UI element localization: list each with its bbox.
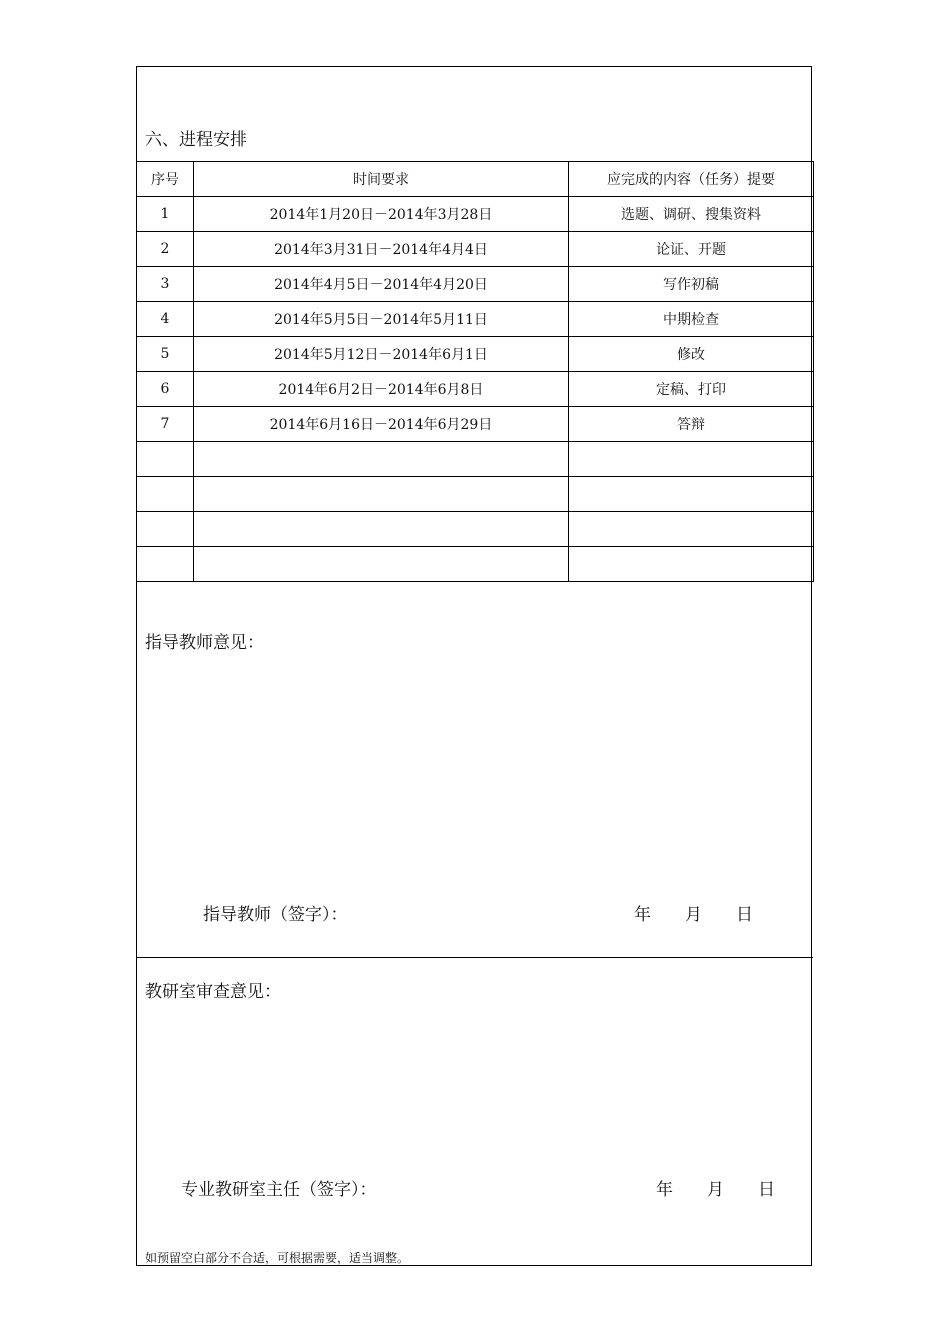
row-number: 4: [137, 302, 194, 337]
row-number: 5: [137, 337, 194, 372]
header-number: 序号: [137, 162, 194, 197]
row-number: 1: [137, 197, 194, 232]
row-number: 7: [137, 407, 194, 442]
table-row: [137, 197, 814, 232]
row-time: 2014年6月16日－2014年6月29日: [194, 407, 569, 442]
row-number[interactable]: [137, 442, 194, 477]
table-row: [137, 302, 814, 337]
advisor-opinion-label: 指导教师意见：: [145, 633, 264, 653]
department-date-year: 年: [656, 1180, 673, 1200]
advisor-date-day: 日: [736, 905, 753, 925]
row-number: 2: [137, 232, 194, 267]
row-task: 修改: [569, 337, 814, 372]
section-title: 六、进程安排: [145, 130, 247, 150]
section-divider: [136, 957, 813, 958]
row-task: 论证、开题: [569, 232, 814, 267]
table-row-empty: [137, 442, 814, 477]
row-task[interactable]: [569, 442, 814, 477]
department-date-day: 日: [758, 1180, 775, 1200]
row-number[interactable]: [137, 547, 194, 582]
row-time: 2014年4月5日－2014年4月20日: [194, 267, 569, 302]
row-task: 答辩: [569, 407, 814, 442]
department-signature-label: 专业教研室主任（签字）：: [181, 1180, 377, 1200]
header-time: 时间要求: [194, 162, 569, 197]
department-opinion-label: 教研室审查意见：: [145, 982, 281, 1002]
row-time[interactable]: [194, 547, 569, 582]
header-task: 应完成的内容（任务）提要: [569, 162, 814, 197]
row-time: 2014年3月31日－2014年4月4日: [194, 232, 569, 267]
table-row: [137, 337, 814, 372]
row-number: 6: [137, 372, 194, 407]
department-date-month: 月: [707, 1180, 724, 1200]
row-time[interactable]: [194, 442, 569, 477]
advisor-date-month: 月: [685, 905, 702, 925]
row-task: 写作初稿: [569, 267, 814, 302]
table-row: [137, 267, 814, 302]
advisor-signature-label: 指导教师（签字）：: [203, 905, 348, 925]
row-number[interactable]: [137, 512, 194, 547]
row-time: 2014年6月2日－2014年6月8日: [194, 372, 569, 407]
row-task: 选题、调研、搜集资料: [569, 197, 814, 232]
row-time: 2014年1月20日－2014年3月28日: [194, 197, 569, 232]
table-row: [137, 232, 814, 267]
table-row: [137, 407, 814, 442]
row-task: 中期检查: [569, 302, 814, 337]
table-row-empty: [137, 547, 814, 582]
row-time: 2014年5月5日－2014年5月11日: [194, 302, 569, 337]
row-task[interactable]: [569, 547, 814, 582]
table-row-empty: [137, 477, 814, 512]
row-task: 定稿、打印: [569, 372, 814, 407]
row-time: 2014年5月12日－2014年6月1日: [194, 337, 569, 372]
row-time[interactable]: [194, 512, 569, 547]
row-number[interactable]: [137, 477, 194, 512]
table-row: [137, 372, 814, 407]
row-task[interactable]: [569, 512, 814, 547]
footnote: 如预留空白部分不合适，可根据需要，适当调整。: [145, 1251, 410, 1265]
department-date: [656, 1175, 775, 1200]
row-number: 3: [137, 267, 194, 302]
schedule-table: [136, 161, 814, 582]
row-time[interactable]: [194, 477, 569, 512]
row-task[interactable]: [569, 477, 814, 512]
advisor-date-year: 年: [634, 905, 651, 925]
table-header-row: [137, 162, 814, 197]
table-row-empty: [137, 512, 814, 547]
advisor-date: [634, 900, 753, 925]
